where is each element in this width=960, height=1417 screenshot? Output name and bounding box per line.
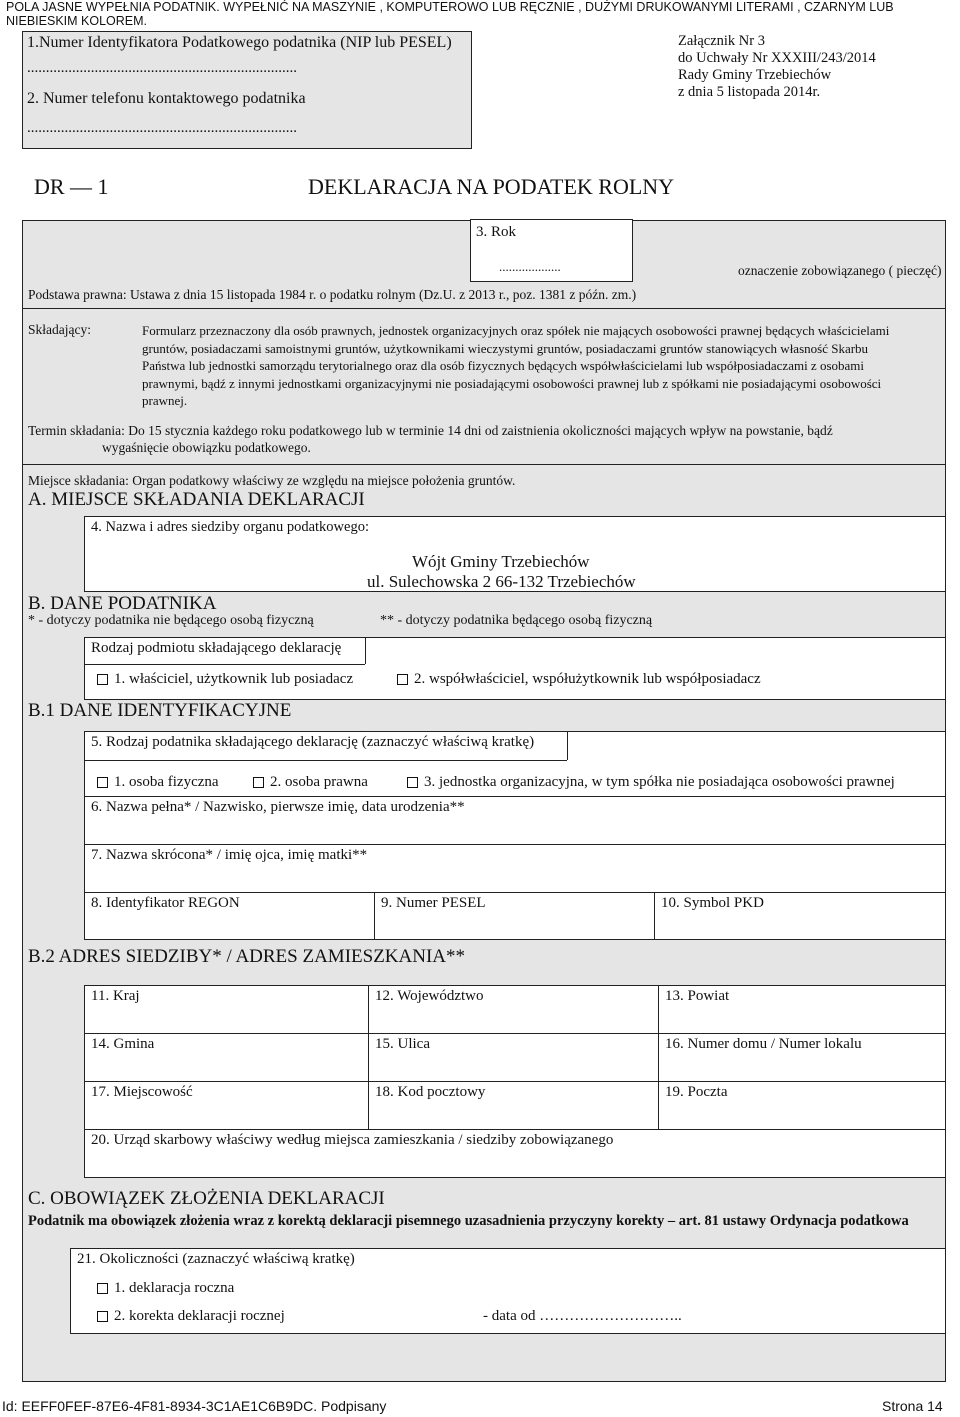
type-option-1-label: 1. osoba fizyczna	[114, 774, 219, 790]
note-natural-person: ** - dotyczy podatnika będącego osobą fizyczną	[380, 613, 653, 628]
submitter-label: Składający:	[28, 322, 91, 337]
field-11[interactable]	[84, 985, 369, 1034]
field-16-label: 16. Numer domu / Numer lokalu	[665, 1036, 862, 1052]
circumstance-option-2[interactable]	[97, 1308, 285, 1325]
section-b1-title: B.1 DANE IDENTYFIKACYJNE	[28, 700, 292, 721]
subject-type-label: Rodzaj podmiotu składającego deklarację	[91, 640, 342, 656]
field-8-label: 8. Identyfikator REGON	[91, 895, 240, 911]
nip-label: 1.Numer Identyfikatora Podatkowego podatnika (NIP lub PESEL)	[27, 34, 452, 51]
field-11-label: 11. Kraj	[91, 988, 140, 1004]
checkbox-icon[interactable]	[97, 1311, 108, 1322]
field-9[interactable]	[374, 892, 655, 940]
section-c-title: C. OBOWIĄZEK ZŁOŻENIA DEKLARACJI	[28, 1188, 385, 1209]
checkbox-icon[interactable]	[253, 777, 264, 788]
field-12-label: 12. Województwo	[375, 988, 484, 1004]
field-9-label: 9. Numer PESEL	[381, 895, 486, 911]
field-15[interactable]	[368, 1033, 659, 1082]
annex-info	[678, 33, 876, 101]
subject-option-1[interactable]	[97, 671, 353, 688]
header-box	[22, 31, 472, 149]
field-14[interactable]	[84, 1033, 369, 1082]
section-a-title: A. MIEJSCE SKŁADANIA DEKLARACJI	[28, 489, 365, 510]
section-b-title: B. DANE PODATNIKA	[28, 593, 217, 614]
annex-line-4: z dnia 5 listopada 2014r.	[678, 84, 821, 100]
subject-option-2-label: 2. współwłaściciel, współużytkownik lub współposiadacz	[414, 671, 761, 687]
subject-type-box	[84, 637, 946, 700]
year-box[interactable]	[470, 219, 633, 282]
nip-field[interactable]: ........................................................................	[27, 60, 297, 76]
field-15-label: 15. Ulica	[375, 1036, 430, 1052]
phone-field[interactable]: ........................................................................	[27, 120, 297, 136]
field-19[interactable]	[658, 1081, 946, 1130]
field-5-label: 5. Rodzaj podatnika składającego deklarację (zaznaczyć właściwą kratkę)	[91, 734, 535, 750]
field-6-label: 6. Nazwa pełna* / Nazwisko, pierwsze imię, data urodzenia**	[91, 799, 465, 815]
field-7-label: 7. Nazwa skrócona* / imię ojca, imię matki**	[91, 847, 368, 863]
section-b2-title: B.2 ADRES SIEDZIBY* / ADRES ZAMIESZKANIA**	[28, 946, 466, 967]
field-8[interactable]	[84, 892, 375, 940]
field-13-label: 13. Powiat	[665, 988, 730, 1004]
field-20[interactable]	[84, 1129, 946, 1178]
type-option-2-label: 2. osoba prawna	[270, 774, 368, 790]
top-instruction: POLA JASNE WYPEŁNIA PODATNIK. WYPEŁNIĆ NA MASZYNIE , KOMPUTEROWO LUB RĘCZNIE , DUŻYMI DRUKOWANYMI LITERAMI , CZARNYM LUB NIEBIESKIM KOLOREM.	[6, 0, 894, 28]
office-name: Wójt Gminy Trzebiechów	[412, 552, 590, 571]
checkbox-icon[interactable]	[397, 674, 408, 685]
annex-line-3: Rady Gminy Trzebiechów	[678, 67, 832, 83]
field-21-label: 21. Okoliczności (zaznaczyć właściwą kratkę)	[77, 1251, 355, 1267]
field-14-label: 14. Gmina	[91, 1036, 155, 1052]
field-18[interactable]	[368, 1081, 659, 1130]
note-legal-entity: * - dotyczy podatnika nie będącego osobą fizyczną	[28, 613, 314, 628]
submitter-text: Formularz przeznaczony dla osób prawnych, jednostek organizacyjnych oraz spółek nie mających osobowości prawnej będących właścicielami gruntów, posiadaczami samoistnymi gruntów, użytkownikami wieczystymi gruntów, posiadaczami gruntów stanowiących własność Skarbu Państwa lub jednostki samorządu terytorialnego oraz dla osób fizycznych będących współwłaścicielami lub współposiadaczami z osobami prawnymi, bądź z innymi jednostkami organizacyjnymi nie posiadającymi osobowości prawnej lub z spółkami nie posiadającymi osobowości prawnej.	[142, 323, 890, 408]
field-13[interactable]	[658, 985, 946, 1034]
deadline-text: Termin składania: Do 15 stycznia każdego roku podatkowego lub w terminie 14 dni od zaistnienia okoliczności mających wpływ na powstanie, bądź	[28, 423, 833, 438]
field-6[interactable]	[84, 796, 946, 845]
field-7[interactable]	[84, 844, 946, 893]
year-dots: ...................	[499, 259, 561, 274]
type-option-3-label: 3. jednostka organizacyjna, w tym spółka nie posiadająca osobowości prawnej	[424, 774, 895, 790]
field-4	[84, 516, 946, 592]
field-17-label: 17. Miejscowość	[91, 1084, 193, 1100]
circumstance-option-1-label: 1. deklaracja roczna	[114, 1280, 235, 1296]
checkbox-icon[interactable]	[97, 777, 108, 788]
checkbox-icon[interactable]	[407, 777, 418, 788]
form-code: DR — 1	[34, 174, 109, 199]
year-label: 3. Rok	[476, 224, 517, 240]
field-21	[70, 1248, 946, 1334]
field-4-label: 4. Nazwa i adres siedziby organu podatkowego:	[91, 519, 369, 535]
field-19-label: 19. Poczta	[665, 1084, 728, 1100]
circumstance-option-2-label: 2. korekta deklaracji rocznej	[114, 1308, 285, 1324]
form-title: DEKLARACJA NA PODATEK ROLNY	[308, 174, 675, 199]
document-id: Id: EEFF0FEF-87E6-4F81-8934-3C1AE1C6B9DC. Podpisany	[2, 1398, 387, 1414]
correction-date-field[interactable]: - data od ………………………..	[483, 1308, 682, 1324]
field-18-label: 18. Kod pocztowy	[375, 1084, 486, 1100]
correction-notice: Podatnik ma obowiązek złożenia wraz z korektą deklaracji pisemnego uzasadnienia przyczyny korekty – art. 81 ustawy Ordynacja podatkowa	[28, 1213, 909, 1229]
deadline-text-2: wygaśnięcie obowiązku podatkowego.	[102, 440, 311, 455]
legal-basis: Podstawa prawna: Ustawa z dnia 15 listopada 1984 r. o podatku rolnym (Dz.U. z 2013 r., poz. 1381 z późn. zm.)	[28, 287, 637, 302]
checkbox-icon[interactable]	[97, 674, 108, 685]
subject-option-2[interactable]	[397, 671, 761, 688]
field-10-label: 10. Symbol PKD	[661, 895, 764, 911]
page-number: Strona 14	[882, 1398, 943, 1414]
field-20-label: 20. Urząd skarbowy właściwy według miejsca zamieszkania / siedziby zobowiązanego	[91, 1132, 614, 1148]
field-5	[84, 731, 946, 797]
place-text: Miejsce składania: Organ podatkowy właściwy ze względu na miejsce położenia gruntów.	[28, 473, 516, 488]
field-12[interactable]	[368, 985, 659, 1034]
stamp-label: oznaczenie zobowiązanego ( pieczęć)	[738, 263, 942, 278]
circumstance-option-1[interactable]	[97, 1280, 234, 1297]
type-option-1[interactable]	[97, 774, 219, 791]
subject-option-1-label: 1. właściciel, użytkownik lub posiadacz	[114, 671, 354, 687]
checkbox-icon[interactable]	[97, 1283, 108, 1294]
annex-line-2: do Uchwały Nr XXXIII/243/2014	[678, 50, 876, 66]
field-16[interactable]	[658, 1033, 946, 1082]
type-option-2[interactable]	[253, 774, 368, 791]
annex-line-1: Załącznik Nr 3	[678, 33, 765, 49]
field-10[interactable]	[654, 892, 946, 940]
type-option-3[interactable]	[407, 774, 895, 791]
phone-label: 2. Numer telefonu kontaktowego podatnika	[27, 90, 306, 107]
office-address: ul. Sulechowska 2 66-132 Trzebiechów	[367, 572, 636, 591]
field-17[interactable]	[84, 1081, 369, 1130]
